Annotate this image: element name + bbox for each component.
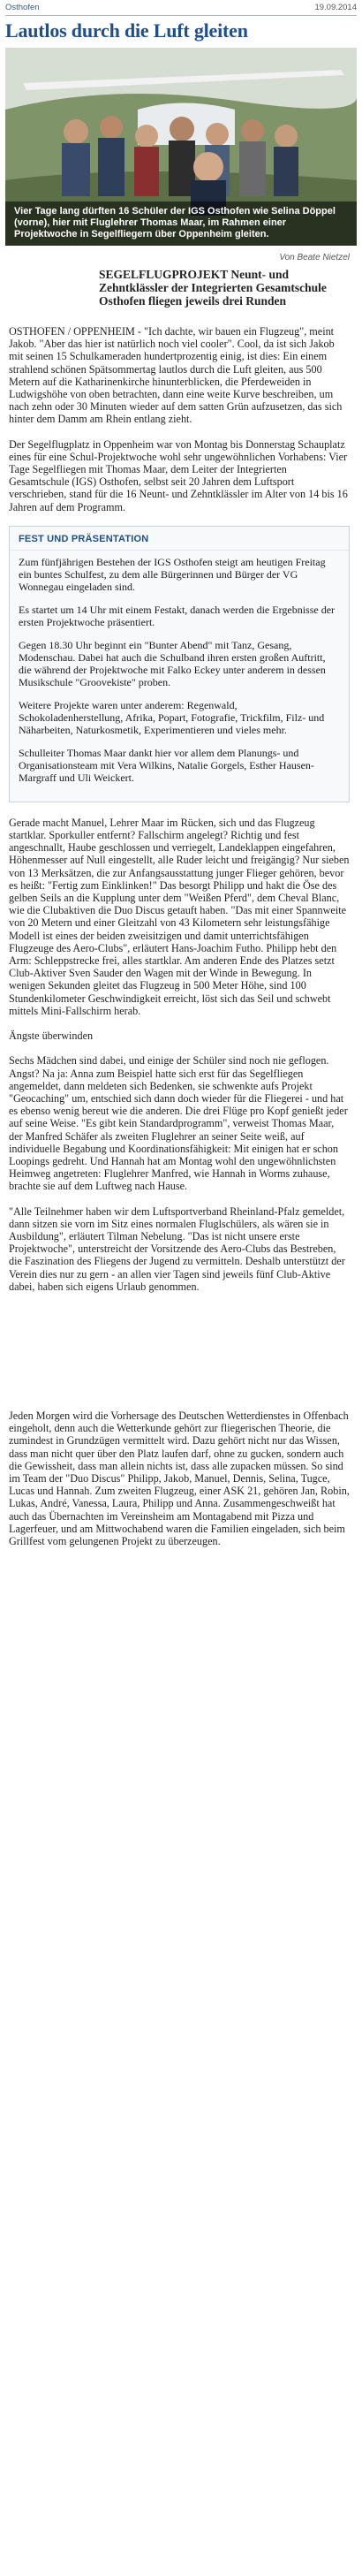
- article-lead: SEGELFLUGPROJEKT Neunt- und Zehntklässler der Integrierten Gesamtschule Osthofen fliegen jeweils drei Runden: [99, 268, 327, 308]
- info-paragraph: Zum fünfjährigen Bestehen der IGS Osthofen steigt am heutigen Freitag ein buntes Schulfest, zu dem alle Bürgerinnen und Bürger der VG Wonnegau eingeladen sind.: [19, 555, 326, 593]
- info-box-heading: FEST UND PRÄSENTATION: [10, 527, 349, 551]
- publish-date: 19.09.2014: [314, 2, 357, 12]
- body-paragraph: Jeden Morgen wird die Vorhersage des Deutschen Wetterdienstes in Offenbach eingeholt, denn auch die Wetterkunde gehört zur fliegerischen Theorie, die zumindest in Grundzügen vermittelt wird. Dazu gehört nicht nur das Wissen, dass man nicht quer über den Platz laufen darf, ohne zu gucken, sondern auch die Gewissheit, dass man allein nichts ist, dass alle zupacken müssen. So sind im Team der "Duo Discus" Philipp, Jakob, Manuel, Dennis, Selina, Tugce, Lucas und Hannah. Zum zweiten Flugzeug, einer ASK 21, gehören Jan, Robin, Lukas, André, Vanessa, Laura, Philipp und Anna. Zusammengeschweißt hat auch das Übernachten im Vereinsheim am Montagabend mit Pizza und Lagerfeuer, und am Mittwochabend waren die Familien eingeladen, sich beim Grillfest vom gelungenen Projekt zu überzeugen.: [9, 1409, 350, 1547]
- body-paragraph: Sechs Mädchen sind dabei, und einige der Schüler sind noch nie geflogen. Angst? Na ja: Anna zum Beispiel hatte sich erst für das Segelfliegen angemeldet, dann meldeten sich Bedenken, sie schwenkte aufs Projekt "Geocaching" um, entschied sich dann doch wieder für die Fliegerei - und hat es ebenso wenig bereut wie die anderen. Die drei Flüge pro Kopf genießt jeder auf seine Weise. "Es gibt kein Standardprogramm", verweist Thomas Maar, der Manfred Schäfer als zweiten Fluglehrer an seiner Seite weiß, auf individuelle Begabung und Koordinationsfähigkeit: Mit einigen hat er schon Loopings gedreht. Und Hannah hat am Montag wohl den ungewöhnlichsten Heimweg angetreten: Fluglehrer Manfred, wie Hannah in Worms zuhause, brachte sie auf dem Luftweg nach Hause.: [9, 1054, 348, 1193]
- info-box: [9, 526, 350, 802]
- article-photo[interactable]: [5, 48, 357, 246]
- info-paragraph: Schulleiter Thomas Maar dankt hier vor allem dem Planungs- und Organisationsteam mit Vera Wilkins, Natalie Gorgels, Esther Hausen-Margraff und Uli Weickert.: [19, 746, 314, 784]
- article-body-continued: [9, 817, 350, 1547]
- body-paragraph: OSTHOFEN / OPPENHEIM - "Ich dachte, wir bauen ein Flugzeug", meint Jakob. "Aber das hier ist natürlich noch viel cooler". Cool, da ist sich Jakob mit seinen 15 Schulkameraden hundertprozentig einig, ist dies: Ein einem strahlend schönen Spätsommertag lautlos durch die Luft gleiten, aus 500 Metern auf die Katharinenkirche hinunterblicken, die Pferdeweiden in Ludwigshöhe von oben betrachten, dann eine weite Kurve beschreiben, um nach zehn oder 30 Minuten wieder auf dem satten Grün aufzusetzen, das sich hinter dem Damm am Rhein entlang zieht.: [9, 325, 343, 426]
- header-divider: [5, 15, 357, 16]
- article-title: Lautlos durch die Luft gleiten: [5, 19, 248, 42]
- article-body: [9, 325, 350, 513]
- article-header-bar: [0, 0, 362, 12]
- photo-caption: Vier Tage lang dürften 16 Schüler der IGS Osthofen wie Selina Döppel (vorne), hier mit Fluglehrer Thomas Maar, im Rahmen einer Projektwoche in Segelfliegern über Oppenheim gleiten.: [5, 201, 357, 246]
- blank-space: [9, 1305, 350, 1410]
- section-label[interactable]: Osthofen: [5, 2, 40, 12]
- body-paragraph: "Alle Teilnehmer haben wir dem Luftsportverband Rheinland-Pfalz gemeldet, dann sitzen sie vorn im Sitz eines normalen Fluglschülers, als wären sie in Ausbildung", erläutert Tilman Nebelung. "Das ist nicht unsere erste Projektwoche", unterstreicht der Vorsitzende des Aero-Clubs das Bestreben, die Faszination des Fliegens der Jugend zu vermitteln. Deshalb unterstützt der Verein dies nur zu gern - an allen vier Tagen sind jeweils fünf Club-Aktive dabei, haben sich eigens Urlaub genommen.: [9, 1204, 345, 1293]
- info-paragraph: Weitere Projekte waren unter anderem: Regenwald, Schokoladenherstellung, Afrika, Popart, Fotografie, Trickfilm, Filz- und Näharbeiten, Naturkosmetik, Experimentieren und vieles mehr.: [19, 698, 325, 736]
- body-paragraph: Der Segelflugplatz in Oppenheim war von Montag bis Donnerstag Schauplatz eines für eine Schul-Projektwoche wohl sehr ungewöhnlichen Vorhabens: Vier Tage Segelfliegen mit Thomas Maar, dem Leiter der Integrierten Gesamtschule (IGS) Osthofen, selbst seit 20 Jahren dem Luftsport verschrieben, stand für die 16 Neunt- und Zehntklässler im Alter von 14 bis 16 Jahren auf dem Programm.: [9, 437, 348, 513]
- author-byline: Von Beate Nietzel: [279, 253, 350, 262]
- info-paragraph: Es startet um 14 Uhr mit einem Festakt, danach werden die Ergebnisse der ersten Projektwoche präsentiert.: [19, 603, 336, 628]
- section-subheading: Ängste überwinden: [9, 1030, 94, 1043]
- body-paragraph: Gerade macht Manuel, Lehrer Maar im Rücken, sich und das Flugzeug startklar. Sporkuller entfernt? Fallschirm angelegt? Richtig und fest angeschnallt, Haube geschlossen und verriegelt, Landeklappen eingefahren, Höhenmesser auf Null eingestellt, alle Ruder leicht und freigängig? Nur sieben von 13 Merksätzen, die zur Anfangsausstattung junger Flieger gehören, bevor es heißt: "Fertig zum Einklinken!" Das besorgt Philipp und hakt die Öse des gelben Seils an die Kupplung unter dem "Weißen Pferd", dem Cheval Blanc, wie die Clubaktiven die Duo Discus getauft haben. "Das mit einer Spannweite von 20 Metern und einer Gleitzahl von 43 Kilometern sehr leistungsfähige Modell ist eines der beiden zweisitzigen und damit unterrichtsfähigen Flugzeuge des Aero-Clubs", erläutert Hans-Joachim Futho. Philipp hebt den Arm: Schleppstrecke frei, alles startklar. Am anderen Ende des Platzes setzt Club-Aktiver Sven Sauder den Wagen mit der Winde in Bewegung. In wenigen Sekunden gleitet das Flugzeug in 500 Meter Höhe, sind 100 Stundenkilometer Geschwindigkeit erreicht, löst sich das Seil und schwebt mittels Mini-Fallschirm herab.: [9, 816, 350, 1017]
- info-paragraph: Gegen 18.30 Uhr beginnt ein "Bunter Abend" mit Tanz, Gesang, Modenschau. Dabei hat auch die Schulband ihren ersten großen Auftritt, die während der Projektwoche mit Falko Eckey unter anderem in dessen Musikschule "Groovekiste" proben.: [19, 638, 326, 688]
